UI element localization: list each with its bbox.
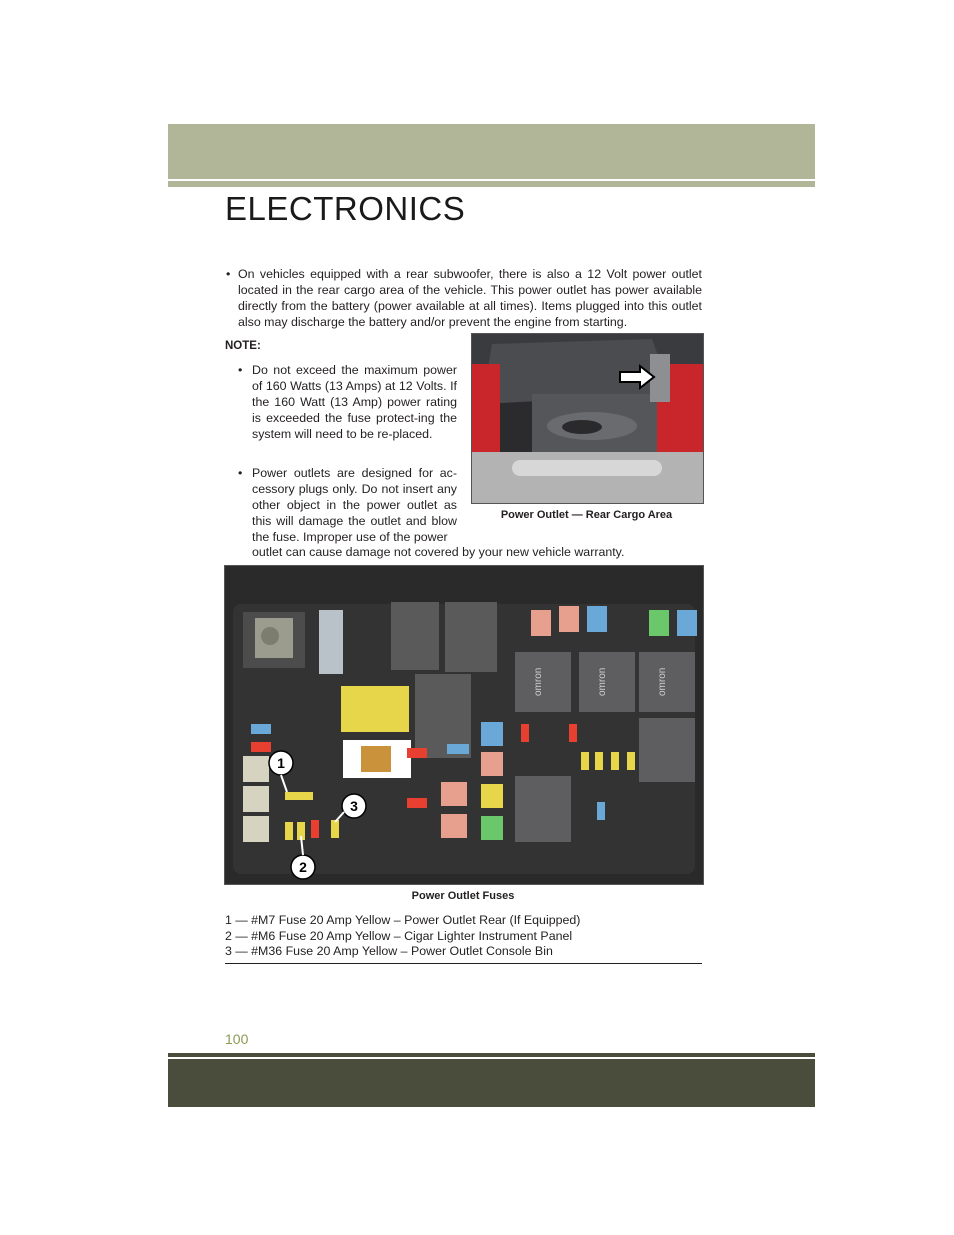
relay-label: omron	[597, 667, 608, 696]
callout-3: 3	[350, 798, 358, 814]
legend-item: 1 — #M7 Fuse 20 Amp Yellow – Power Outlet Rear (If Equipped)	[225, 913, 581, 927]
bullet-marker: •	[238, 363, 243, 377]
note-bullet-2-continuation: outlet can cause damage not covered by your new vehicle warranty.	[252, 545, 625, 559]
header-band	[168, 124, 815, 179]
legend-item: 2 — #M6 Fuse 20 Amp Yellow – Cigar Lighter Instrument Panel	[225, 928, 573, 943]
relay-label: omron	[657, 667, 668, 696]
footer-rule	[168, 1053, 815, 1057]
note-bullet-2	[238, 465, 457, 545]
header-rule	[168, 181, 815, 187]
fuse-legend	[225, 913, 580, 960]
callout-2: 2	[299, 859, 307, 875]
cargo-photo-caption: Power Outlet — Rear Cargo Area	[500, 509, 673, 521]
intro-bullet	[226, 266, 702, 330]
note-bullet-1	[238, 362, 457, 442]
note-bullet-2-text: Power outlets are designed for ac-cessory plugs only. Do not insert any other object in the power outlet as this will damage the outlet and blow the fuse. Improper use of the power	[252, 466, 457, 544]
fuse-photo-caption: Power Outlet Fuses	[411, 890, 515, 902]
intro-bullet-text: On vehicles equipped with a rear subwoofer, there is also a 12 Volt power outlet located in the rear cargo area of the vehicle. This power outlet has power available directly from the battery (power available at all times). Items plugged into this outlet also may discharge the battery and/or prevent the engine from starting.	[238, 267, 702, 329]
page-number: 100	[225, 1031, 249, 1047]
note-bullet-1-text: Do not exceed the maximum power of 160 Watts (13 Amps) at 12 Volts. If the 160 Watt (13 Amp) power rating is exceeded the fuse protect-ing the system will need to be re-placed.	[252, 363, 457, 441]
note-label: NOTE:	[225, 340, 261, 352]
footer-band	[168, 1059, 815, 1107]
callout-1: 1	[277, 755, 285, 771]
relay-label: omron	[533, 667, 544, 696]
bullet-marker: •	[238, 466, 243, 480]
cargo-area-photo	[471, 333, 704, 504]
bullet-marker: •	[226, 267, 231, 281]
legend-rule	[225, 963, 702, 964]
section-title: ELECTRONICS	[225, 190, 466, 227]
fuse-block-photo	[224, 565, 704, 885]
legend-item: 3 — #M36 Fuse 20 Amp Yellow – Power Outlet Console Bin	[225, 944, 553, 959]
